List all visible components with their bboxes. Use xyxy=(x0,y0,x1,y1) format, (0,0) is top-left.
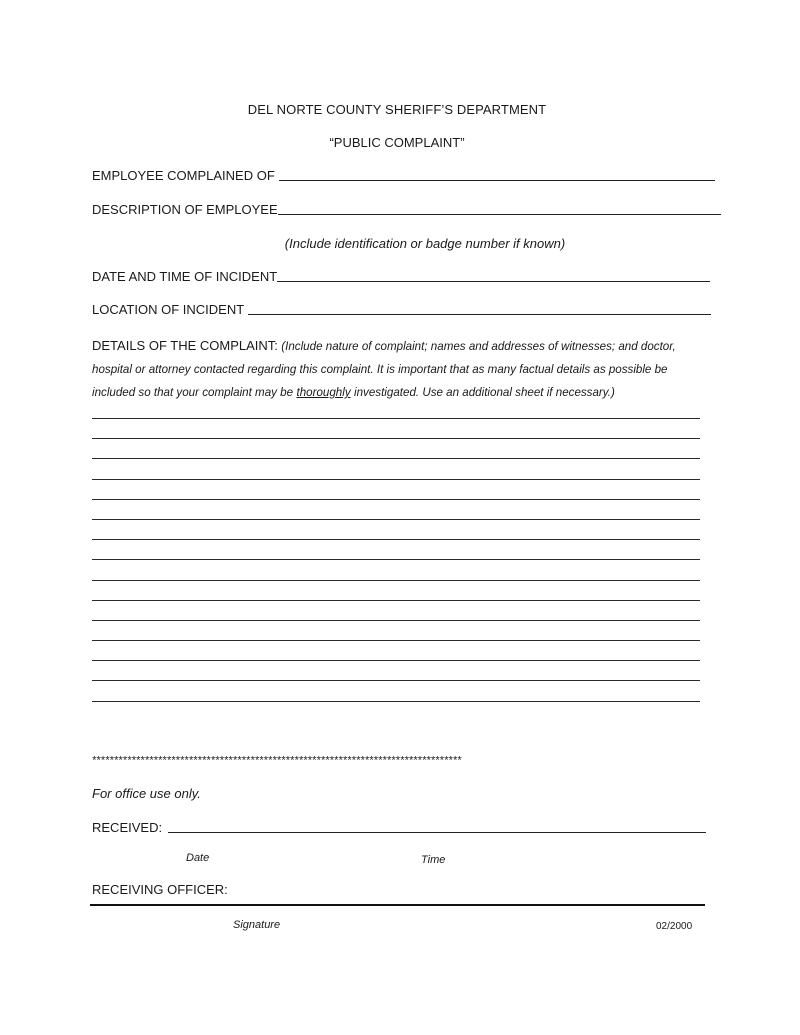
details-blank-line[interactable] xyxy=(92,600,700,620)
employee-complained-field[interactable] xyxy=(92,168,715,183)
details-blank-line[interactable] xyxy=(92,519,700,539)
form-title: “PUBLIC COMPLAINT” xyxy=(329,135,465,150)
employee-complained-line[interactable] xyxy=(279,179,715,181)
complaint-details-instructions xyxy=(92,335,704,404)
details-blank-line[interactable] xyxy=(92,418,700,438)
details-instructions-1: (Include nature of complaint; names and addresses of witnesses; and doctor, hospital or attorney contacted regarding this complaint. It is important that as many factual details as possible be included so that your complaint may be xyxy=(92,340,676,399)
details-blank-line[interactable] xyxy=(92,458,700,478)
description-label: DESCRIPTION OF EMPLOYEE xyxy=(92,202,278,217)
date-time-line[interactable] xyxy=(277,280,710,282)
section-separator: ************************************************************************************ xyxy=(91,756,461,768)
date-time-field[interactable] xyxy=(92,269,710,284)
employee-complained-label: EMPLOYEE COMPLAINED OF xyxy=(92,168,275,183)
details-blank-line[interactable] xyxy=(92,479,700,499)
details-blank-line[interactable] xyxy=(92,620,700,640)
details-blank-line[interactable] xyxy=(92,438,700,458)
details-blank-line[interactable] xyxy=(92,539,700,559)
form-revision-code: 02/2000 xyxy=(656,921,693,932)
details-blank-line[interactable] xyxy=(92,660,700,680)
details-emphasis: thoroughly xyxy=(296,386,351,399)
details-blank-line[interactable] xyxy=(92,680,700,700)
received-field[interactable] xyxy=(92,820,706,835)
location-field[interactable] xyxy=(92,302,711,317)
signature-line[interactable] xyxy=(90,904,705,906)
details-instructions-2: investigated. Use an additional sheet if necessary.) xyxy=(354,386,615,399)
date-caption: Date xyxy=(186,852,210,864)
received-label: RECEIVED: xyxy=(92,820,163,835)
details-blank-line[interactable] xyxy=(92,559,700,579)
location-line[interactable] xyxy=(248,313,711,315)
description-line[interactable] xyxy=(278,213,721,215)
complaint-details-lines[interactable] xyxy=(92,418,700,721)
details-blank-line[interactable] xyxy=(92,580,700,600)
office-use-note: For office use only. xyxy=(92,786,201,801)
receiving-officer-label: RECEIVING OFFICER: xyxy=(92,882,228,897)
time-caption: Time xyxy=(421,854,446,866)
details-blank-line[interactable] xyxy=(92,640,700,660)
date-time-label: DATE AND TIME OF INCIDENT xyxy=(92,269,278,284)
description-hint: (Include identification or badge number if known) xyxy=(284,236,566,251)
details-blank-line[interactable] xyxy=(92,499,700,519)
signature-caption: Signature xyxy=(233,919,281,931)
location-label: LOCATION OF INCIDENT xyxy=(92,302,245,317)
description-field[interactable] xyxy=(92,202,721,217)
details-blank-line[interactable] xyxy=(92,701,700,721)
details-label: DETAILS OF THE COMPLAINT: xyxy=(92,338,278,353)
received-line[interactable] xyxy=(168,831,706,833)
department-title: DEL NORTE COUNTY SHERIFF’S DEPARTMENT xyxy=(247,102,547,117)
